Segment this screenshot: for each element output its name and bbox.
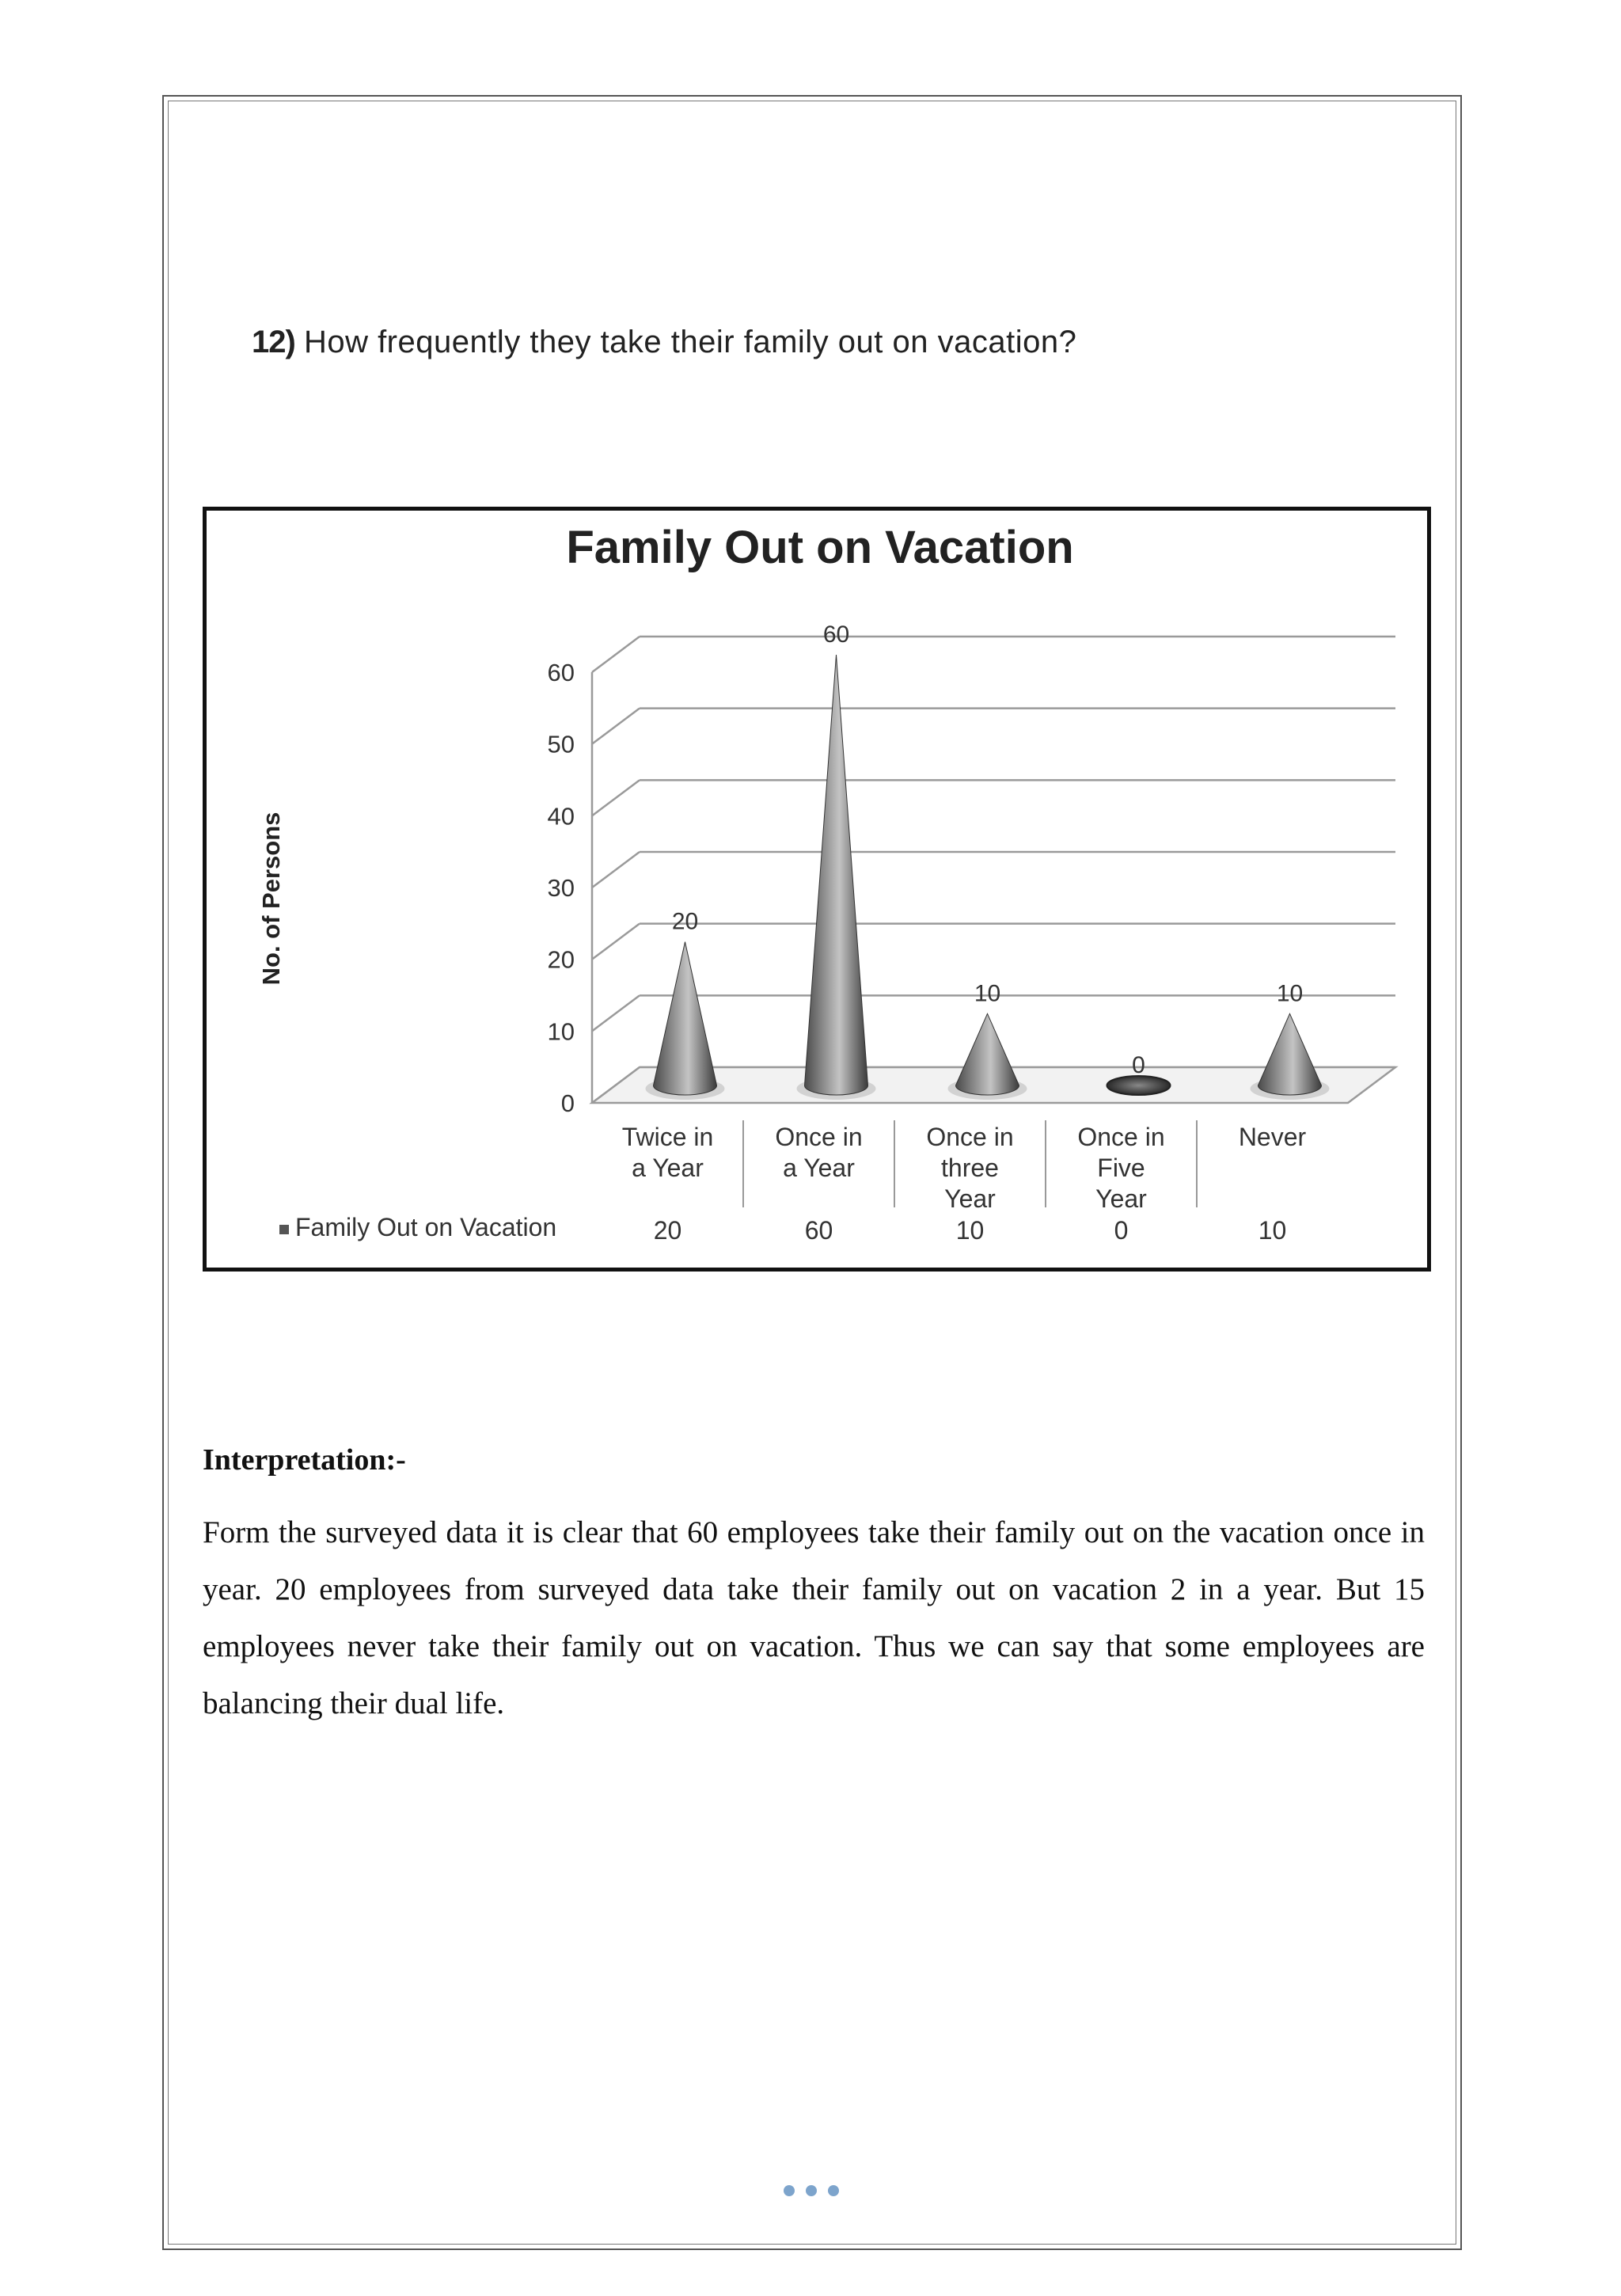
category-label: Never	[1238, 1123, 1307, 1151]
category-label: Once in	[775, 1123, 863, 1151]
table-value: 10	[1258, 1216, 1287, 1245]
category-label: a Year	[632, 1154, 704, 1182]
data-label: 10	[1276, 980, 1304, 1007]
question-number: 12)	[252, 325, 295, 359]
category-label: Five	[1097, 1154, 1145, 1182]
chart-container	[203, 507, 1431, 1272]
grid-diagonal	[592, 852, 640, 888]
category-label: Year	[1095, 1184, 1147, 1213]
y-tick-label: 20	[547, 945, 575, 974]
category-label: a Year	[783, 1154, 855, 1182]
cone-bar	[654, 942, 717, 1095]
table-value: 60	[804, 1216, 833, 1245]
y-tick-label: 40	[547, 802, 575, 831]
page-dots-ornament	[784, 2185, 839, 2198]
grid-diagonal	[592, 924, 640, 960]
grid-diagonal	[592, 637, 640, 672]
category-label: Year	[944, 1184, 996, 1213]
cone-bar	[1258, 1013, 1322, 1095]
category-label: Once in	[1077, 1123, 1165, 1151]
grid-diagonal	[592, 995, 640, 1031]
cone-bar	[805, 655, 868, 1095]
table-value: 20	[653, 1216, 682, 1245]
question-text: How frequently they take their family out on vacation?	[303, 325, 1077, 359]
category-label: three	[941, 1154, 999, 1182]
legend-swatch	[279, 1225, 289, 1234]
data-label: 10	[974, 980, 1001, 1007]
legend-label: Family Out on Vacation	[295, 1213, 557, 1241]
y-axis-label: No. of Persons	[257, 812, 285, 986]
category-label: Twice in	[621, 1123, 714, 1151]
data-label: 0	[1132, 1052, 1145, 1078]
grid-diagonal	[592, 709, 640, 744]
cone-bar	[956, 1013, 1019, 1095]
data-label: 20	[671, 908, 699, 935]
question-line	[252, 325, 1076, 360]
table-value: 10	[955, 1216, 985, 1245]
category-label: Once in	[926, 1123, 1014, 1151]
y-tick-label: 60	[547, 659, 575, 686]
y-tick-label: 30	[547, 874, 575, 902]
chart-title: Family Out on Vacation	[566, 522, 1074, 573]
interpretation-text: Form the surveyed data it is clear that 60 employees take their family out on the vacation once in year. 20 employees from surveyed data take their family out on vacation 2 in a year. But 15 employees never take their family out on vacation. Thus we can say that some employees are balancing their dual life.	[203, 1515, 1425, 1720]
y-tick-label: 50	[547, 730, 575, 758]
table-value: 0	[1114, 1216, 1129, 1245]
y-tick-label: 10	[547, 1017, 575, 1046]
dot	[828, 2185, 839, 2196]
data-label: 60	[822, 622, 850, 648]
dot	[784, 2185, 795, 2196]
cone-bar	[1107, 1076, 1171, 1095]
y-tick-label: 0	[560, 1089, 575, 1117]
cone-chart	[207, 511, 1427, 1268]
dot	[806, 2185, 817, 2196]
grid-diagonal	[592, 780, 640, 815]
interpretation-heading: Interpretation:-	[203, 1443, 406, 1477]
